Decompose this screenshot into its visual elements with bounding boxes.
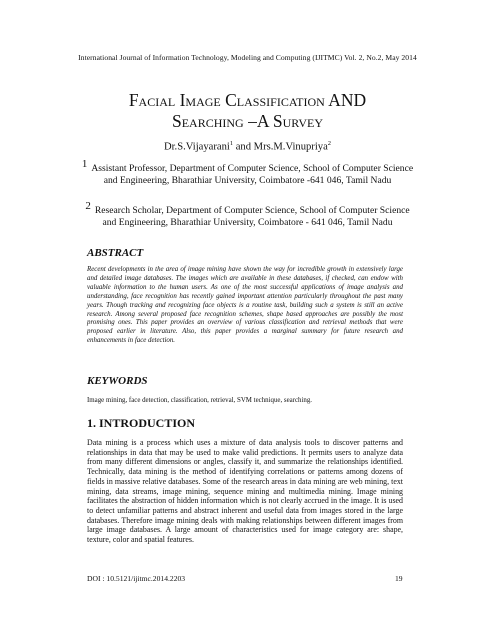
footer-doi: DOI : 10.5121/ijitmc.2014.2203 [87,574,186,583]
author-2-superscript: 2 [327,140,332,147]
affiliation-1-marker: 1 [81,158,88,170]
journal-header: International Journal of Information Technology, Modeling and Computing (IJITMC) Vol. 2, No.2, May 2014 [78,53,417,62]
introduction-body: Data mining is a process which uses a mixture of data analysis tools to discover patterns and relationships in data that may be used to make valid predictions. It permits users to analyze data from many different dimensions or angles, classify it, and summarize the relationships identified. Technically, data mining is the method of identifying correlations or patterns among dozens of fields in massive relative databases. Some of the research areas in data mining are web mining, text mining, data streams, image mining, sequence mining and multimedia mining. Image mining facilitates the abstraction of hidden information which is not clearly accrued in the image. It is used to detect unfamiliar patterns and abstract inherent and useful data from images stored in the large databases. Therefore image mining deals with making relationships between different images from large image databases. A large amount of characteristics used for image category are: shape, texture, color and spatial features. [87,438,403,545]
title-line-2: Searching –A Survey [171,111,323,131]
author-conjunction: and [235,141,252,153]
keywords-heading: KEYWORDS [87,375,148,387]
footer-page-number: 19 [395,574,403,583]
keywords-body: Image mining, face detection, classification, retrieval, SVM technique, searching. [87,397,313,404]
introduction-heading: 1. INTRODUCTION [87,416,196,430]
author-2-name: Mrs.M.Vinupriya [253,141,328,153]
paper-title [60,90,435,132]
title-line-1-main: Facial Image Classification [128,90,325,110]
affiliation-2-marker: 2 [85,200,91,212]
author-1-name: Dr.S.Vijayarani [163,141,230,153]
author-list [60,140,435,153]
affiliation-2-text: Research Scholar, Department of Computer Science, School of Computer Science and Engineering, Bharathiar University, Coimbatore - 641 046, Tamil Nadu [94,205,410,229]
author-1-superscript: 1 [229,140,234,147]
affiliation-1-text: Assistant Professor, Department of Computer Science, School of Computer Science and Engineering, Bharathiar University, Coimbatore -641 046, Tamil Nadu [91,163,414,187]
title-line-1 [60,90,435,111]
affiliation-1 [80,158,415,187]
abstract-body: Recent developments in the area of image mining have shown the way for incredible growth in extensively large and detailed image databases. The images which are available in these databases, if checked, can endow with valuable information to the human users. As one of the most successful applications of image analysis and understanding, face recognition has recently gained important attention particularly throughout the past many years. Though tracking and recognizing face objects is a routine task, building such a system is still an active research. Among several proposed face recognition schemes, shape based approaches are possibly the most promising ones. This paper provides an overview of various classification and retrieval methods that were proposed earlier in literature. Also, this paper provides a marginal summary for future research and enhancements in face detection. [87,266,403,345]
title-line-1-and: AND [328,90,367,110]
affiliation-2 [80,200,415,229]
abstract-heading: ABSTRACT [87,247,144,259]
